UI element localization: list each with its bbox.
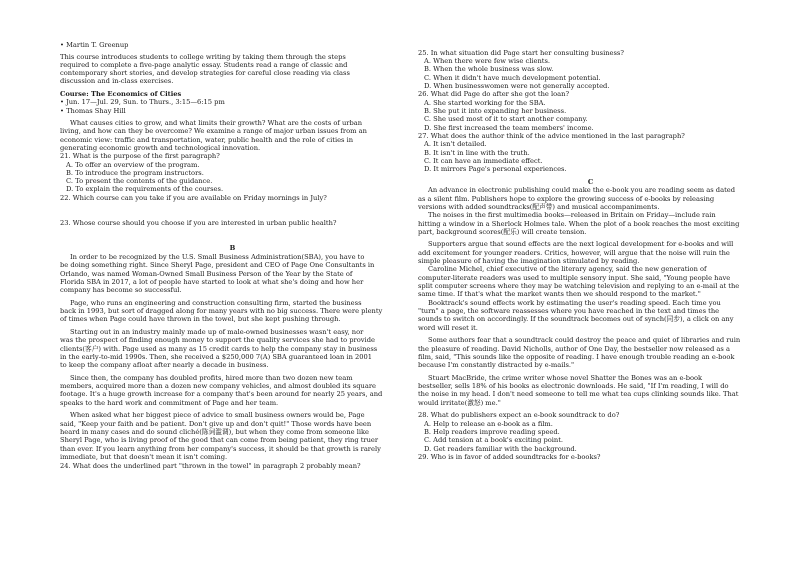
text-line: • Thomas Shay Hill <box>60 107 126 115</box>
text-line: 21. What is the purpose of the first paragraph? <box>60 152 220 160</box>
text-line: simple pleasure of having the imagination stimulated by reading. <box>418 257 640 265</box>
text-line: the noise in my head. I don't need someone to tell me what tea cups clinking sounds like. That <box>418 390 739 398</box>
text-line: would irritate(激怒) me." <box>418 399 501 407</box>
text-line: living, and how can they be overcome? We examine a range of major urban issues from an <box>60 127 367 135</box>
text-line: Orlando, was named Woman-Owned Small Business Person of the Year by the State of <box>60 270 353 278</box>
text-line: 28. What do publishers expect an e-book soundtrack to do? <box>418 411 620 419</box>
text-line: B <box>229 244 236 252</box>
text-line: Page, who runs an engineering and construction consulting firm, started the business <box>70 299 362 307</box>
text-line: C. To present the contents of the guidance. <box>66 177 213 185</box>
text-line: C <box>587 178 594 186</box>
text-line: sounds to switch on accordingly. If the soundtrack becomes out of synch(同步), a click on any <box>418 315 734 323</box>
text-line: D. When businesswomen were not generally accepted. <box>424 82 610 90</box>
text-line: discussion and in-class exercises. <box>60 77 174 85</box>
text-line: heard in many cases and do sound cliché(陈词滥调), but when they come from someone like <box>60 428 370 436</box>
text-line: members, acquired more than a dozen new company vehicles, and almost doubled its square <box>60 382 376 390</box>
text-line: computer-literate readers was used to multiple sensory input. She said, "Young people have <box>418 274 731 282</box>
text-line: An advance in electronic publishing could make the e-book you are reading seem as dated <box>428 186 735 194</box>
text-line: contemporary short stories, and develop strategies for careful close reading via class <box>60 69 350 77</box>
text-line: the pleasure of reading. David Nicholls, author of One Day, the bestseller now released as a <box>418 345 730 353</box>
text-line: "turn" a page, the software reassesses where you have reached in the text and times the <box>418 307 720 315</box>
text-line: as a silent film. Publishers hope to explore the growing success of e-books by releasing <box>418 195 715 203</box>
text-line: Supporters argue that sound effects are the next logical development for e-books and will <box>428 240 734 248</box>
text-line: was the prospect of finding enough money to support the quality services she had to provide <box>60 336 375 344</box>
text-line: The noises in the first multimedia books—released in Britain on Friday—include rain <box>428 211 716 219</box>
text-line: Course: The Economics of Cities <box>60 90 182 98</box>
text-line: than ever. If you learn anything from her company's success, it should be that growth is rarely <box>60 445 381 453</box>
text-line: B. To introduce the program instructors. <box>66 169 204 177</box>
text-line: Booktrack's sound effects work by estimating the user's reading speed. Each time you <box>428 299 721 307</box>
text-line: • Martin T. Greenup <box>60 41 129 49</box>
text-line: C. When it didn't have much development potential. <box>424 74 601 82</box>
text-line: A. Help to release an e-book as a film. <box>424 420 553 428</box>
text-line: versions with added soundtracks(配声带) and musical accompaniments. <box>418 203 660 211</box>
text-line: 22. Which course can you take if you are available on Friday mornings in July? <box>60 194 327 202</box>
text-line: immediate, but that doesn't mean it isn't coming. <box>60 453 228 461</box>
text-line: B. It isn't in line with the truth. <box>424 149 530 157</box>
text-line: economic view: traffic and transportation, water, public health and the role of cities in <box>60 136 354 144</box>
text-line: B. Help readers improve reading speed. <box>424 428 560 436</box>
text-line: B. When the whole business was slow. <box>424 65 554 73</box>
text-line: to keep the company afloat after nearly a decade in business. <box>60 361 269 369</box>
text-line: D. She first increased the team members' income. <box>424 124 594 132</box>
text-line: company has become so successful. <box>60 286 182 294</box>
text-line: When asked what her biggest piece of advice to small business owners would be, Page <box>70 411 365 419</box>
text-line: Some authors fear that a soundtrack could destroy the peace and quiet of libraries and ruin <box>428 336 741 344</box>
text-line: 26. What did Page do after she got the loan? <box>418 90 570 98</box>
text-line: 29. Who is in favor of added soundtracks for e-books? <box>418 453 601 461</box>
text-line: What causes cities to grow, and what limits their growth? What are the costs of urban <box>70 119 363 127</box>
text-line: required to complete a five-page analytic essay. Students read a range of classic and <box>60 61 348 69</box>
text-line: Caroline Michel, chief executive of the literary agency, said the new generation of <box>428 265 707 273</box>
text-line: B. She put it into expanding her business. <box>424 107 567 115</box>
text-line: clients(客户) with. Page used as many as 15 credit cards to help the company stay in business <box>60 345 378 353</box>
text-line: part, background scores(配乐) will create tension. <box>418 228 587 236</box>
text-line: Starting out in an industry mainly made up of male-owned businesses wasn't easy, nor <box>70 328 364 336</box>
text-line: word will reset it. <box>418 324 478 332</box>
text-line: Florida SBA in 2017, a lot of people have started to look at what she's doing and how her <box>60 278 364 286</box>
text-line: C. Add tension at a book's exciting point. <box>424 436 564 444</box>
text-line: film, said, "This sounds like the opposite of reading. I have enough trouble reading an e-book <box>418 353 735 361</box>
text-line: be doing something right. Since Sheryl Page, president and CEO of Page One Consultants in <box>60 261 375 269</box>
text-line: In order to be recognized by the U.S. Small Business Administration(SBA), you have to <box>70 253 365 261</box>
text-line: C. She used most of it to start another company. <box>424 115 588 123</box>
text-line: A. To offer an overview of the program. <box>66 161 200 169</box>
text-line: speaks to the hard work and commitment of Page and her team. <box>60 399 279 407</box>
text-line: D. To explain the requirements of the courses. <box>66 185 224 193</box>
text-line: bestseller, sells 18% of his books as electronic downloads. He said, "If I'm reading, I will do <box>418 382 729 390</box>
text-line: • Jun. 17—Jul. 29, Sun. to Thurs., 3:15—6:15 pm <box>60 98 225 106</box>
text-line: Sheryl Page, who is living proof of the good that can come from being patient, they ring truer <box>60 436 379 444</box>
text-line: hitting a window in a Sherlock Holmes tale. When the plot of a book reaches the most exciting <box>418 220 740 228</box>
text-line: D. It mirrors Page's personal experiences. <box>424 165 567 173</box>
text-line: Since then, the company has doubled profits, hired more than two dozen new team <box>70 374 353 382</box>
text-line: This course introduces students to college writing by taking them through the steps <box>60 53 346 61</box>
text-line: Stuart MacBride, the crime writer whose novel Shatter the Bones was an e-book <box>428 374 703 382</box>
text-line: in the early-to-mid 1990s. Then, she received a $250,000 7(A) SBA guaranteed loan in 2001 <box>60 353 373 361</box>
text-line: same time. If that's what the market wants then we should respond to the market." <box>418 290 701 298</box>
text-line: add excitement for younger readers. Critics, however, will argue that the noise will ruin the <box>418 249 730 257</box>
text-line: back in 1993, but sort of dragged along for many years with no big success. There were plenty <box>60 307 383 315</box>
text-line: said, "Keep your faith and be patient. Don't give up and don't quit!" Those words have been <box>60 420 372 428</box>
text-line: generating economic growth and technological innovation. <box>60 144 261 152</box>
text-line: C. It can have an immediate effect. <box>424 157 543 165</box>
text-line: footage. It's a huge growth increase for a company that's been around for nearly 25 years, and <box>60 390 383 398</box>
text-line: D. Get readers familiar with the background. <box>424 445 577 453</box>
text-line: 23. Whose course should you choose if you are interested in urban public health? <box>60 219 337 227</box>
text-line: A. It isn't detailed. <box>424 140 487 148</box>
text-line: because I'm constantly distracted by e-mails." <box>418 361 575 369</box>
text-line: of times when Page could have thrown in the towel, but she kept pushing through. <box>60 315 341 323</box>
text-line: A. When there were few wise clients. <box>424 57 551 65</box>
text-line: 27. What does the author think of the advice mentioned in the last paragraph? <box>418 132 685 140</box>
text-line: split computer screens where they may be watching television and replying to an e-mail at the <box>418 282 740 290</box>
text-line: 25. In what situation did Page start her consulting business? <box>418 49 624 57</box>
text-line: A. She started working for the SBA. <box>424 99 546 107</box>
text-line: 24. What does the underlined part "thrown in the towel" in paragraph 2 probably mean? <box>60 462 361 470</box>
